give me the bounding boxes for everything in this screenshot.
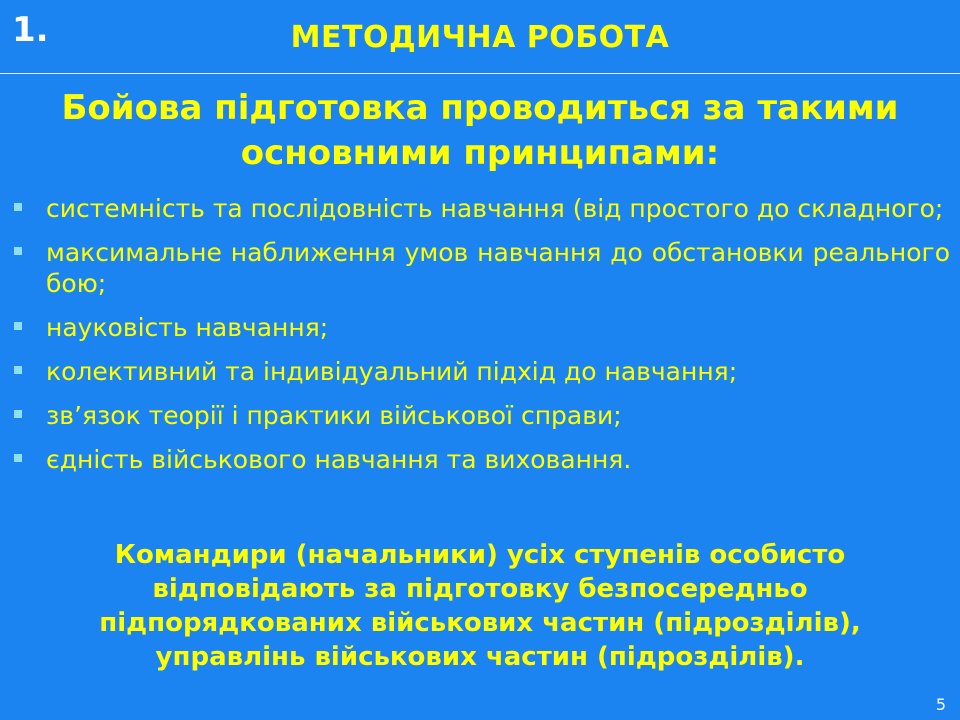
list-item: [0, 400, 960, 431]
slide-title: МЕТОДИЧНА РОБОТА: [290, 20, 670, 55]
square-bullet-icon: [14, 247, 22, 255]
list-item-text: науковість навчання;: [46, 313, 329, 342]
square-bullet-icon: [14, 454, 22, 462]
commanders-note: Командири (начальники) усіх ступенів особисто відповідають за підготовку безпосередньо підпорядкованих військових частин (підрозділів), управлінь військових частин (підрозділів).: [99, 540, 861, 672]
principles-list: [0, 193, 960, 488]
page-number: 5: [935, 695, 946, 714]
list-item-text: єдність військового навчання та виховання.: [46, 445, 632, 474]
square-bullet-icon: [14, 322, 22, 330]
square-bullet-icon: [14, 203, 22, 211]
section-number: 1.: [12, 10, 49, 50]
slide-header: [0, 0, 960, 74]
list-item-text: максимальне наближення умов навчання до обстановки реального бою;: [46, 238, 950, 298]
list-item-text: системність та послідовність навчання (від простого до складного;: [46, 194, 944, 223]
list-item-text: зв’язок теорії і практики військової справи;: [46, 401, 622, 430]
list-item: [0, 237, 960, 299]
list-item-text: колективний та індивідуальний підхід до навчання;: [46, 357, 738, 386]
list-item: [0, 312, 960, 343]
list-item: [0, 444, 960, 475]
list-item: [0, 356, 960, 387]
square-bullet-icon: [14, 366, 22, 374]
list-item: [0, 193, 960, 224]
slide-subtitle: Бойова підготовка проводиться за такими основними принципами:: [61, 88, 899, 173]
square-bullet-icon: [14, 410, 22, 418]
